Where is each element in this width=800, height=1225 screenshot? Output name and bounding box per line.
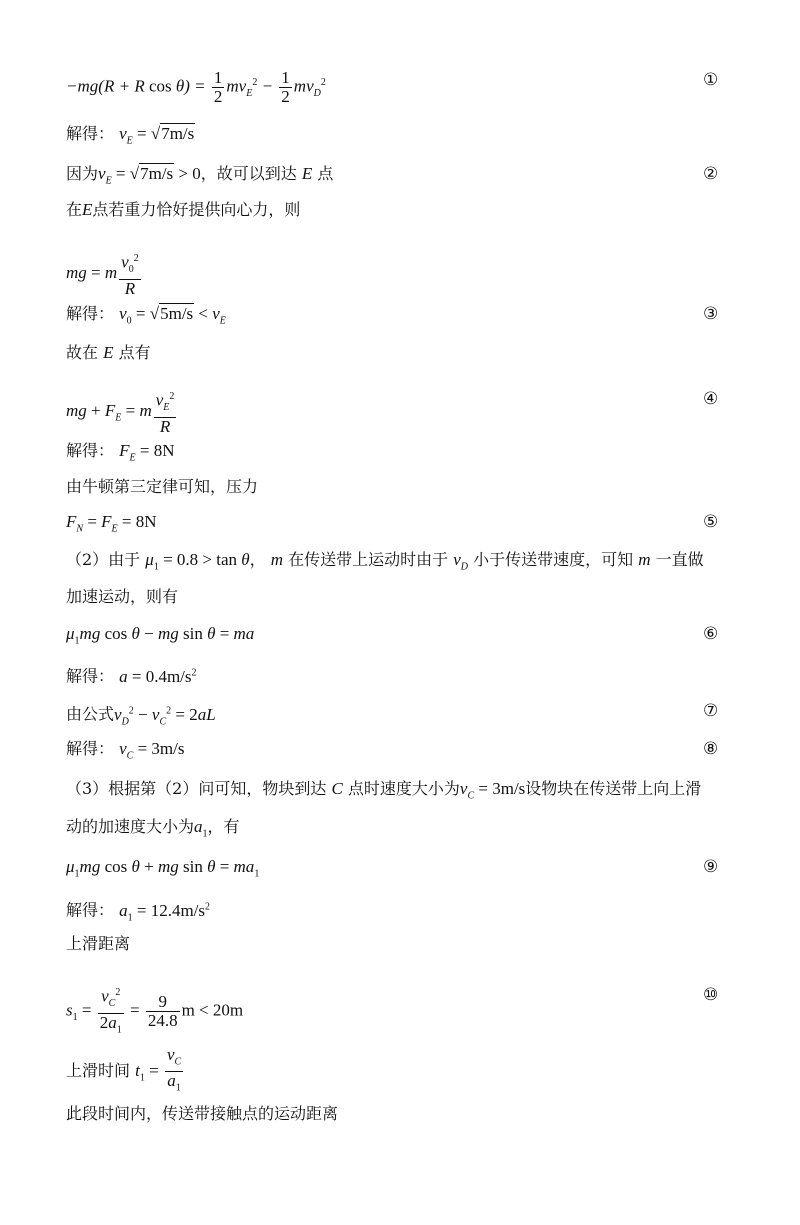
eq-number: ③ — [703, 304, 719, 324]
part2-intro: （2）由于 $\mu_1 = 0.8 > \tan \theta$， m 在传送带上运动时由于 $v_D$ 小于传送带速度，可知 m 一直做 — [66, 550, 704, 573]
eq-newton-a1: $\mu_1mg$ cos θ + mg $\sin \theta = ma_1$ — [66, 857, 260, 880]
result-vE: 解得： $v_E = √7m/s$ — [66, 124, 195, 147]
eq-newton-up: $\mu_1mg$ cos θ − mg sin θ = ma — [66, 624, 255, 647]
slide-distance-label: 上滑距离 — [66, 934, 131, 953]
eq-s1: $s_1$ = $\frac{v_C^2}{2a_1}$ = $\frac{9}{24.8}$ m < 20m — [66, 984, 243, 1039]
reach-E: 因为$v_E = √7m/s > 0$，故可以到达 E 点 — [66, 164, 334, 187]
eq-force-E: mg + $F_E = m$ $\frac{v_E^2}{R}$ — [66, 388, 178, 436]
belt-distance-note: 此段时间内，传送带接触点的运动距离 — [66, 1104, 339, 1123]
eq-number: ② — [703, 164, 719, 184]
part3-intro: （3）根据第（2）问可知，物块到达 C 点时速度大小为$v_C = 3m/s$设物块在传送带上向上滑 — [66, 779, 702, 802]
slide-time: 上滑时间 $t_1$ = $\frac{v_C}{a_1}$ — [66, 1045, 182, 1094]
eq-number: ⑩ — [703, 985, 719, 1005]
eq-number: ① — [703, 70, 719, 90]
eq-number: ⑨ — [703, 857, 719, 877]
eq-energy: −mg(R + R cos θ) = $\frac{1}{2}$ $mv_E^2$ − $\frac{1}{2}$ $mv_D^2$ — [66, 68, 326, 106]
result-FE: 解得： $F_E = 8N$ — [66, 441, 175, 464]
eq-FN: $F_N = F_E = 8N$ — [66, 512, 157, 535]
at-E-note: 故在 E 点有 — [66, 343, 151, 362]
result-vC: 解得： $v_C = 3m/s$ — [66, 739, 185, 762]
centripetal-note: 在E点若重力恰好提供向心力，则 — [66, 200, 301, 219]
eq-number: ⑦ — [703, 701, 719, 721]
eq-kinematics: 由公式$v_D^2 - v_C^2 = 2aL$ — [66, 704, 216, 728]
eq-mg-centripetal: mg = m $\frac{v_0^2}{R}$ — [66, 250, 143, 298]
part2-accel: 加速运动，则有 — [66, 587, 179, 606]
part3-accel: 动的加速度大小为$a_1$，有 — [66, 817, 240, 840]
eq-number: ④ — [703, 389, 719, 409]
result-v0: 解得： $v_0 = √5m/s < v_E$ — [66, 304, 226, 327]
result-a: 解得： $a = 0.4m/s^2$ — [66, 666, 197, 686]
result-a1: 解得： $a_1 = 12.4m/s^2$ — [66, 900, 211, 924]
eq-number: ⑧ — [703, 739, 719, 759]
eq-number: ⑤ — [703, 512, 719, 532]
eq-number: ⑥ — [703, 624, 719, 644]
newton-third: 由牛顿第三定律可知，压力 — [66, 477, 259, 496]
